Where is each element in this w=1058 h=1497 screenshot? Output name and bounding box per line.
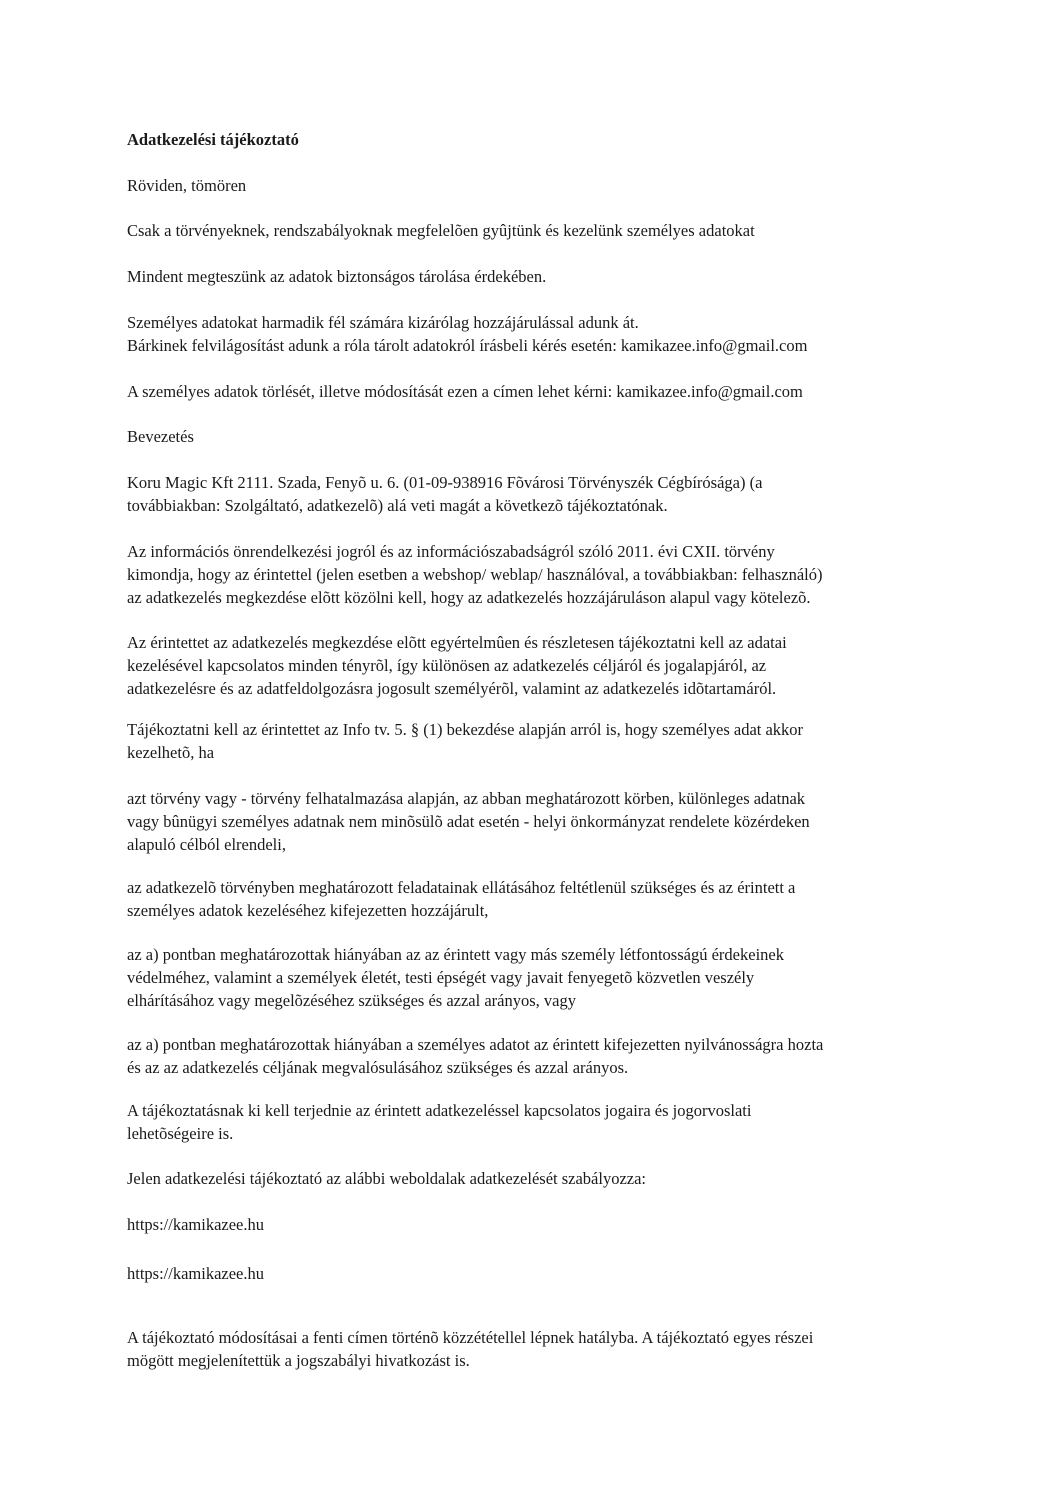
paragraph-condition-public-data: [127, 1033, 927, 1079]
paragraph-third-party: [127, 311, 927, 357]
paragraph-line: mögött megjelenítettük a jogszabályi hivatkozást is.: [127, 1351, 470, 1370]
paragraph-line: Röviden, tömören: [127, 176, 247, 195]
website-url-2: [127, 1262, 927, 1285]
paragraph-summary-heading: [127, 174, 927, 197]
paragraph-line: Bevezetés: [127, 427, 194, 446]
paragraph-line: továbbiakban: Szolgáltató, adatkezelõ) alá veti magát a következõ tájékoztatónak.: [127, 496, 668, 515]
paragraph-line: Jelen adatkezelési tájékoztató az alábbi weboldalak adatkezelését szabályozza:: [127, 1169, 647, 1188]
paragraph-line: az a) pontban meghatározottak hiányában az az érintett vagy más személy létfontosságú érdekeinek: [127, 945, 784, 964]
paragraph-line: Az információs önrendelkezési jogról és az információszabadságról szóló 2011. évi CXII. törvény: [127, 542, 775, 561]
paragraph-line: azt törvény vagy - törvény felhatalmazása alapján, az abban meghatározott körben, különleges adatnak: [127, 789, 806, 808]
paragraph-line: lehetõségeire is.: [127, 1124, 234, 1143]
paragraph-condition-law: [127, 787, 927, 856]
paragraph-amendments: [127, 1326, 927, 1372]
paragraph-line: az adatkezelés megkezdése elõtt közölni kell, hogy az adatkezelés hozzájáruláson alapul vagy kötelezõ.: [127, 588, 811, 607]
paragraph-line: az adatkezelõ törvényben meghatározott feladatainak ellátásához feltétlenül szükséges és az érintett a: [127, 878, 796, 897]
paragraph-secure-storage: [127, 265, 927, 288]
paragraph-legal-basis: [127, 718, 927, 764]
paragraph-info-law: [127, 540, 927, 609]
paragraph-rights-remedies: [127, 1099, 927, 1145]
paragraph-line: Bárkinek felvilágosítást adunk a róla tárolt adatokról írásbeli kérés esetén: kamikazee.info@gmail.com: [127, 336, 808, 355]
section-heading-introduction: [127, 425, 927, 448]
paragraph-inform-subject: [127, 631, 927, 700]
paragraph-line: Az érintettet az adatkezelés megkezdése elõtt egyértelmûen és részletesen tájékoztatni kell az adatai: [127, 633, 787, 652]
paragraph-line: https://kamikazee.hu: [127, 1215, 265, 1234]
paragraph-line: alapuló célból elrendeli,: [127, 835, 286, 854]
paragraph-line: védelméhez, valamint a személyek életét, testi épségét vagy javait fenyegetõ közvetlen veszély: [127, 968, 755, 987]
website-url-1: [127, 1213, 927, 1236]
paragraph-line: elhárításához vagy megelõzéséhez szükséges és azzal arányos, vagy: [127, 991, 576, 1010]
paragraph-lawful-collection: [127, 219, 927, 242]
paragraph-line: A személyes adatok törlését, illetve módosítását ezen a címen lehet kérni: kamikazee.info@gmail.com: [127, 382, 803, 401]
paragraph-line: Személyes adatokat harmadik fél számára kizárólag hozzájárulással adunk át.: [127, 313, 639, 332]
paragraph-line: A tájékoztatásnak ki kell terjednie az érintett adatkezeléssel kapcsolatos jogaira és jogorvoslati: [127, 1101, 752, 1120]
paragraph-line: kezelhetõ, ha: [127, 743, 215, 762]
document-title: Adatkezelési tájékoztató: [127, 130, 299, 149]
paragraph-company-info: [127, 471, 927, 517]
paragraph-line: kimondja, hogy az érintettel (jelen esetben a webshop/ weblap/ használóval, a továbbiakban: felhasználó): [127, 565, 823, 584]
paragraph-deletion-request: [127, 380, 927, 403]
paragraph-condition-vital-interest: [127, 943, 927, 1012]
paragraph-line: Koru Magic Kft 2111. Szada, Fenyõ u. 6. (01-09-938916 Fõvárosi Törvényszék Cégbírósága) (a: [127, 473, 763, 492]
paragraph-line: és az az adatkezelés céljának megvalósulásához szükséges és azzal arányos.: [127, 1058, 629, 1077]
paragraph-line: https://kamikazee.hu: [127, 1264, 265, 1283]
paragraph-scope: [127, 1167, 927, 1190]
paragraph-line: Mindent megteszünk az adatok biztonságos tárolása érdekében.: [127, 267, 547, 286]
paragraph-condition-consent: [127, 876, 927, 922]
paragraph-line: kezelésével kapcsolatos minden tényrõl, így különösen az adatkezelés céljáról és jogalapjáról, az: [127, 656, 767, 675]
paragraph-line: Tájékoztatni kell az érintettet az Info tv. 5. § (1) bekezdése alapján arról is, hogy személyes adat akkor: [127, 720, 804, 739]
paragraph-line: Csak a törvényeknek, rendszabályoknak megfelelõen gyûjtünk és kezelünk személyes adatokat: [127, 221, 755, 240]
paragraph-line: vagy bûnügyi személyes adatnak nem minõsülõ adat esetén - helyi önkormányzat rendelete közérdeken: [127, 812, 810, 831]
paragraph-line: adatkezelésre és az adatfeldolgozásra jogosult személyérõl, valamint az adatkezelés idõtartamáról.: [127, 679, 777, 698]
paragraph-line: az a) pontban meghatározottak hiányában a személyes adatot az érintett kifejezetten nyilvánosságra hozta: [127, 1035, 824, 1054]
paragraph-line: személyes adatok kezeléséhez kifejezetten hozzájárult,: [127, 901, 489, 920]
paragraph-line: A tájékoztató módosításai a fenti címen történõ közzététellel lépnek hatályba. A tájékoztató egyes részei: [127, 1328, 814, 1347]
